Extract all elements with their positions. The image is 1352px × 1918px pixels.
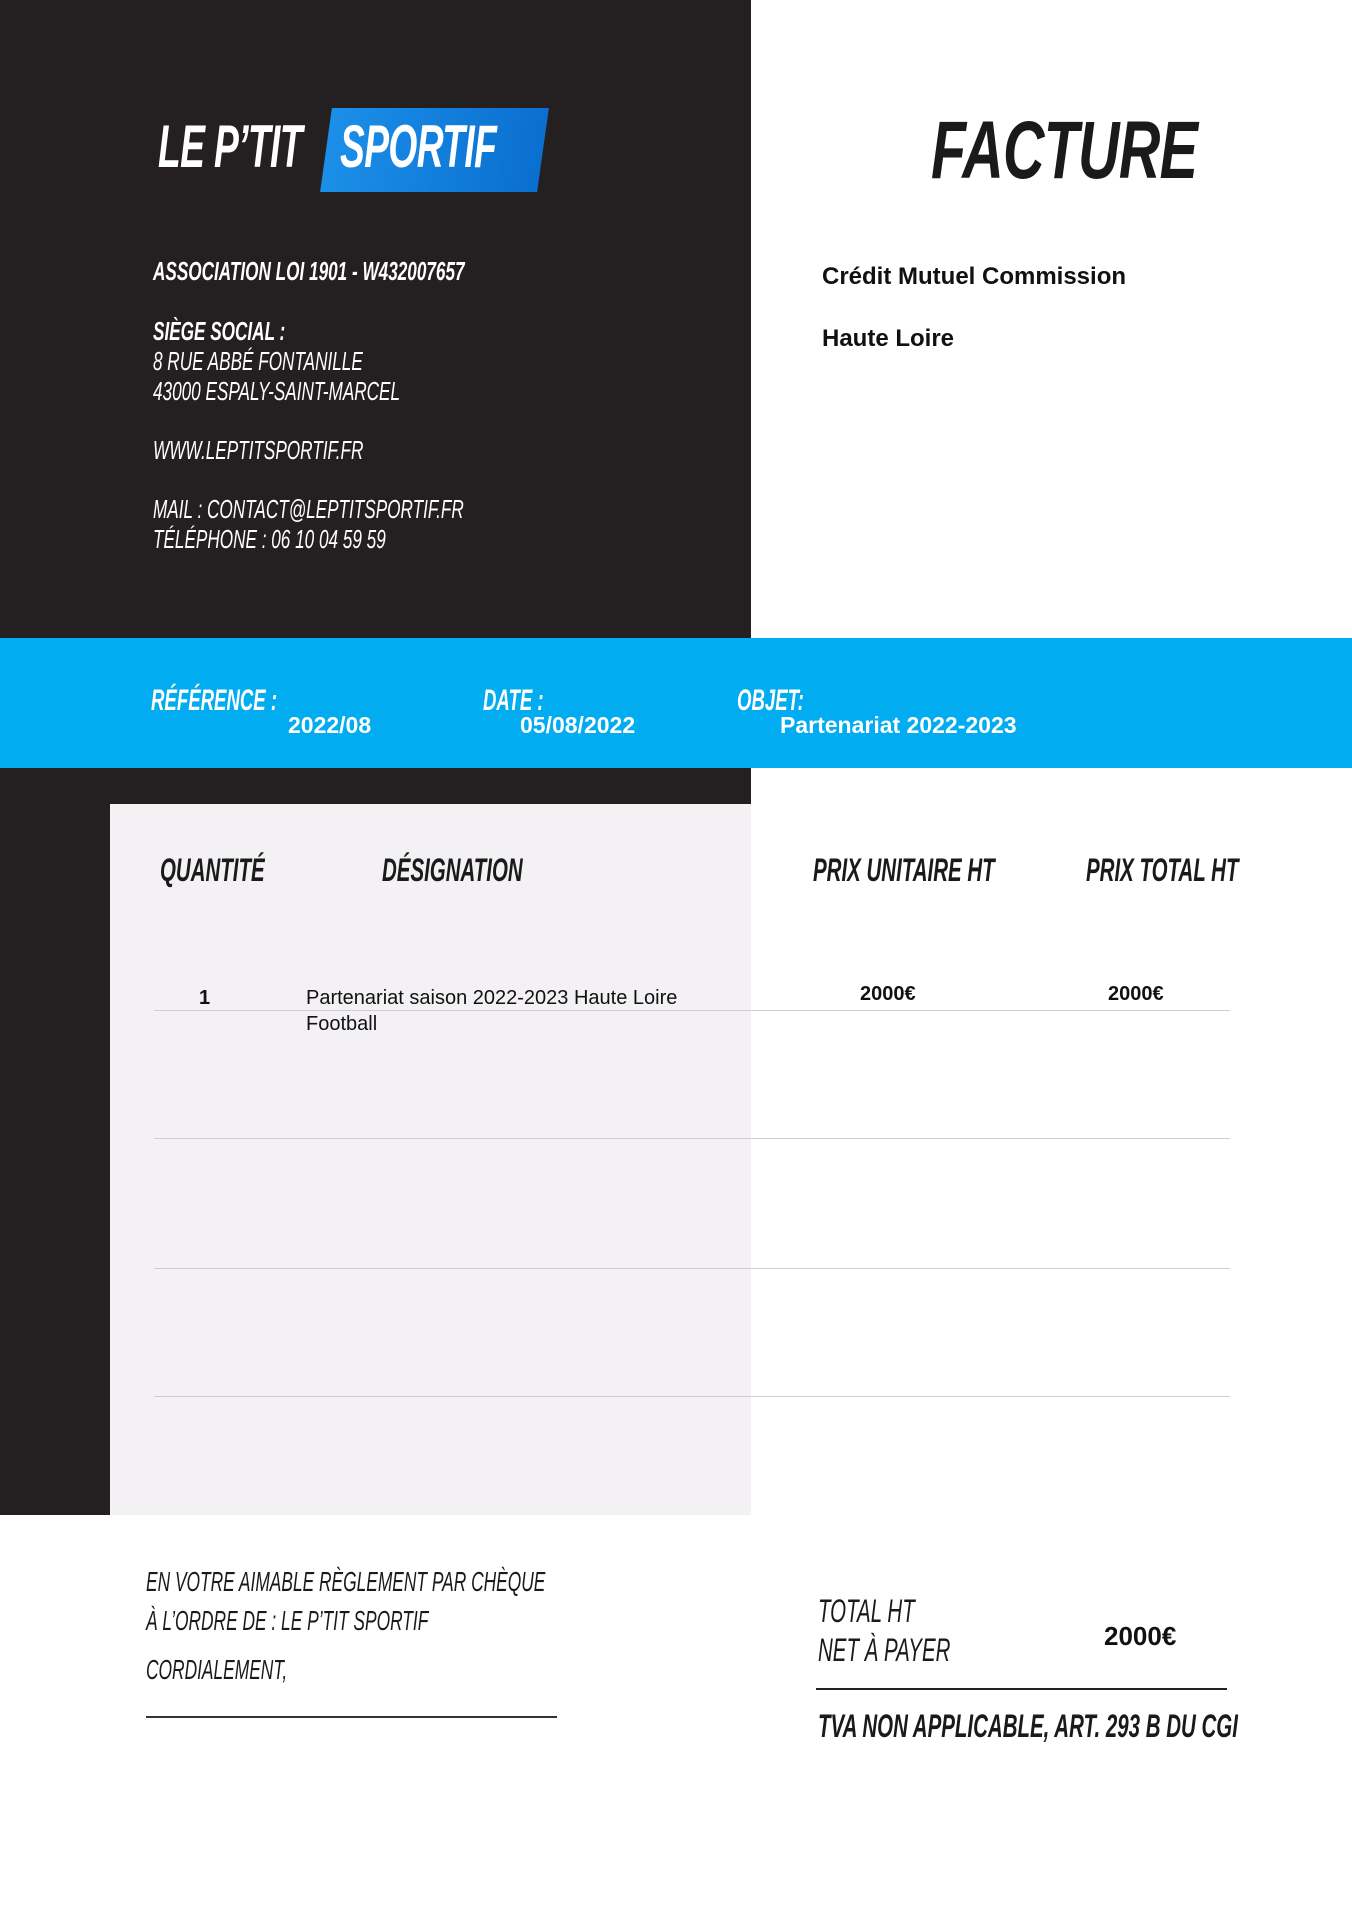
association-line bbox=[153, 256, 625, 286]
row-quantite: 1 bbox=[199, 987, 211, 1009]
row-prix-total: 2000€ bbox=[1108, 983, 1164, 1005]
row-prix-unitaire: 2000€ bbox=[860, 983, 916, 1005]
date-value: 05/08/2022 bbox=[520, 712, 636, 738]
col-header-prix-total: PRIX TOTAL HT bbox=[1086, 852, 1239, 888]
objet-value: Partenariat 2022-2023 bbox=[780, 712, 1017, 738]
objet-label: OBJET: bbox=[737, 684, 804, 717]
address-line-2-text: 43000 ESPALY-SAINT-MARCEL bbox=[153, 376, 401, 406]
closing-text: CORDIALEMENT, bbox=[146, 1654, 288, 1685]
payment-line-2: À L’ORDRE DE : LE P’TIT SPORTIF bbox=[146, 1605, 429, 1636]
col-header-quantite: QUANTITÉ bbox=[160, 852, 265, 888]
siege-label bbox=[153, 316, 353, 346]
total-ht-label: TOTAL HT bbox=[818, 1593, 915, 1629]
address-line-1-text: 8 RUE ABBÉ FONTANILLE bbox=[153, 346, 363, 376]
association-text: ASSOCIATION LOI 1901 - W432007657 bbox=[153, 256, 465, 286]
net-a-payer-label: NET À PAYER bbox=[818, 1632, 951, 1668]
col-header-prix-unitaire: PRIX UNITAIRE HT bbox=[813, 852, 995, 888]
col-header-designation: DÉSIGNATION bbox=[382, 852, 523, 888]
address-line-2 bbox=[153, 376, 527, 406]
phone-text: TÉLÉPHONE : 06 10 04 59 59 bbox=[153, 524, 386, 554]
logo-text-part1: LE P’TIT bbox=[158, 113, 302, 180]
row-divider bbox=[154, 1010, 1230, 1011]
website-text: WWW.LEPTITSPORTIF.FR bbox=[153, 435, 364, 465]
mail-text: MAIL : CONTACT@LEPTITSPORTIF.FR bbox=[153, 494, 464, 524]
row-designation-line-1: Partenariat saison 2022-2023 Haute Loire bbox=[306, 987, 678, 1009]
document-title: FACTURE bbox=[931, 105, 1198, 196]
address-line-1 bbox=[153, 346, 471, 376]
row-divider bbox=[154, 1268, 1230, 1269]
row-divider bbox=[154, 1396, 1230, 1397]
reference-value: 2022/08 bbox=[288, 712, 372, 738]
phone bbox=[153, 524, 506, 554]
tva-note: TVA NON APPLICABLE, ART. 293 B DU CGI bbox=[818, 1708, 1238, 1744]
total-value: 2000€ bbox=[1104, 1621, 1177, 1651]
total-divider bbox=[816, 1688, 1227, 1690]
table-grey-panel bbox=[110, 804, 751, 1515]
signature-line bbox=[146, 1716, 557, 1718]
website bbox=[153, 435, 472, 465]
reference-label: RÉFÉRENCE : bbox=[151, 684, 278, 717]
client-line-2: Haute Loire bbox=[822, 325, 955, 352]
siege-label-text: SIÈGE SOCIAL : bbox=[153, 316, 286, 346]
client-line-1: Crédit Mutuel Commission bbox=[822, 263, 1127, 290]
logo-text-part2: SPORTIF bbox=[340, 113, 497, 180]
payment-line-1: EN VOTRE AIMABLE RÈGLEMENT PAR CHÈQUE bbox=[146, 1566, 546, 1597]
row-designation-line-2: Football bbox=[306, 1013, 378, 1035]
mail bbox=[153, 494, 624, 524]
date-label: DATE : bbox=[483, 684, 544, 717]
row-divider bbox=[154, 1138, 1230, 1139]
